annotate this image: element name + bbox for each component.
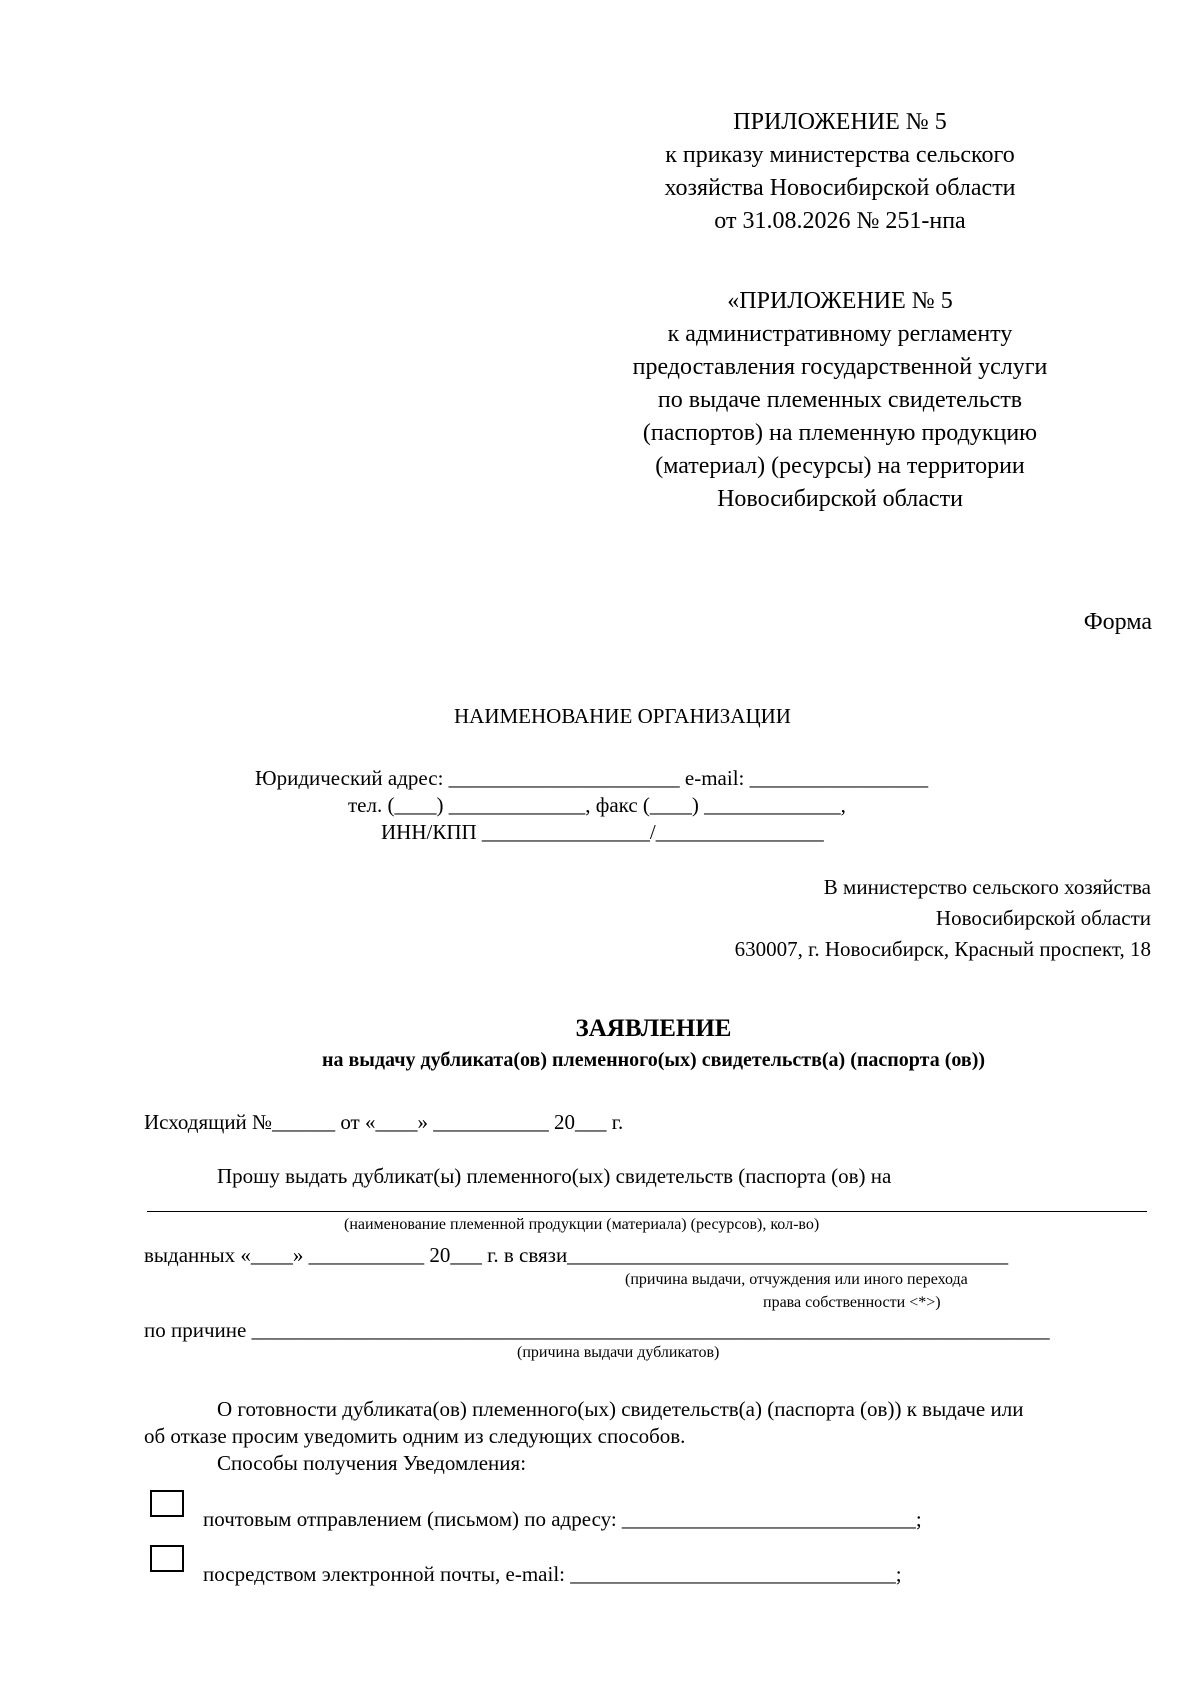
- reglament-line-6: (материал) (ресурсы) на территории: [655, 453, 1025, 479]
- email-option-label: посредством электронной почты, e-mail: _______________________________;: [203, 1562, 902, 1586]
- appendix-header: [640, 106, 1040, 238]
- notify-line-2: об отказе просим уведомить одним из следующих способов.: [144, 1424, 686, 1448]
- email-option-checkbox[interactable]: [150, 1545, 184, 1572]
- reglament-line-7: Новосибирской области: [717, 486, 963, 512]
- outgoing-number-line: Исходящий №______ от «____» ___________ 20___ г.: [144, 1110, 624, 1134]
- form-label: Форма: [1083, 609, 1152, 635]
- appendix-line-3: хозяйства Новосибирской области: [664, 175, 1016, 201]
- post-option-label: почтовым отправлением (письмом) по адресу: ____________________________;: [203, 1507, 922, 1531]
- cause-line: по причине ____________________________________________________________________________: [144, 1318, 1050, 1342]
- reglament-line-5: (паспортов) на племенную продукцию: [642, 420, 1038, 446]
- appendix-line-1: ПРИЛОЖЕНИЕ № 5: [733, 109, 947, 135]
- request-line: Прошу выдать дубликат(ы) племенного(ых) свидетельств (паспорта (ов) на: [217, 1164, 892, 1188]
- statement-subtitle: на выдачу дубликата(ов) племенного(ых) свидетельств(а) (паспорта (ов)): [321, 1049, 986, 1071]
- post-option-checkbox[interactable]: [150, 1490, 184, 1517]
- reglament-line-4: по выдаче племенных свидетельств: [657, 387, 1023, 413]
- recipient-line-3: 630007, г. Новосибирск, Красный проспект, 18: [734, 937, 1151, 961]
- reglament-header: [560, 285, 1120, 516]
- statement-title: ЗАЯВЛЕНИЕ: [575, 1015, 732, 1042]
- product-blank-line: [147, 1211, 1147, 1212]
- product-hint: (наименование племенной продукции (материала) (ресурсов), кол-во): [344, 1216, 820, 1233]
- reglament-line-1: «ПРИЛОЖЕНИЕ № 5: [727, 288, 953, 314]
- appendix-line-4: от 31.08.2026 № 251-нпа: [714, 208, 966, 234]
- organization-name: НАИМЕНОВАНИЕ ОРГАНИЗАЦИИ: [454, 704, 791, 728]
- methods-heading: Способы получения Уведомления:: [217, 1451, 527, 1475]
- reason-hint-1: (причина выдачи, отчуждения или иного перехода: [625, 1271, 968, 1288]
- issued-line: выданных «____» ___________ 20___ г. в связи__________________________________________: [144, 1243, 1009, 1267]
- reason-hint-2: права собственности <*>): [763, 1294, 941, 1311]
- legal-address-line: Юридический адрес: ______________________ e-mail: _________________: [255, 766, 929, 790]
- recipient-line-2: Новосибирской области: [935, 906, 1151, 930]
- reglament-line-2: к административному регламенту: [667, 321, 1013, 347]
- recipient-line-1: В министерство сельского хозяйства: [823, 875, 1151, 899]
- reglament-line-3: предоставления государственной услуги: [632, 354, 1048, 380]
- appendix-line-2: к приказу министерства сельского: [665, 142, 1015, 168]
- cause-hint: (причина выдачи дубликатов): [517, 1344, 720, 1361]
- recipient-block: [735, 872, 1151, 965]
- phone-fax-line: тел. (____) _____________, факс (____) _____________,: [348, 793, 846, 817]
- inn-kpp-line: ИНН/КПП ________________/________________: [381, 820, 824, 844]
- notify-line-1: О готовности дубликата(ов) племенного(ых) свидетельств(а) (паспорта (ов)) к выдаче или: [217, 1397, 1024, 1421]
